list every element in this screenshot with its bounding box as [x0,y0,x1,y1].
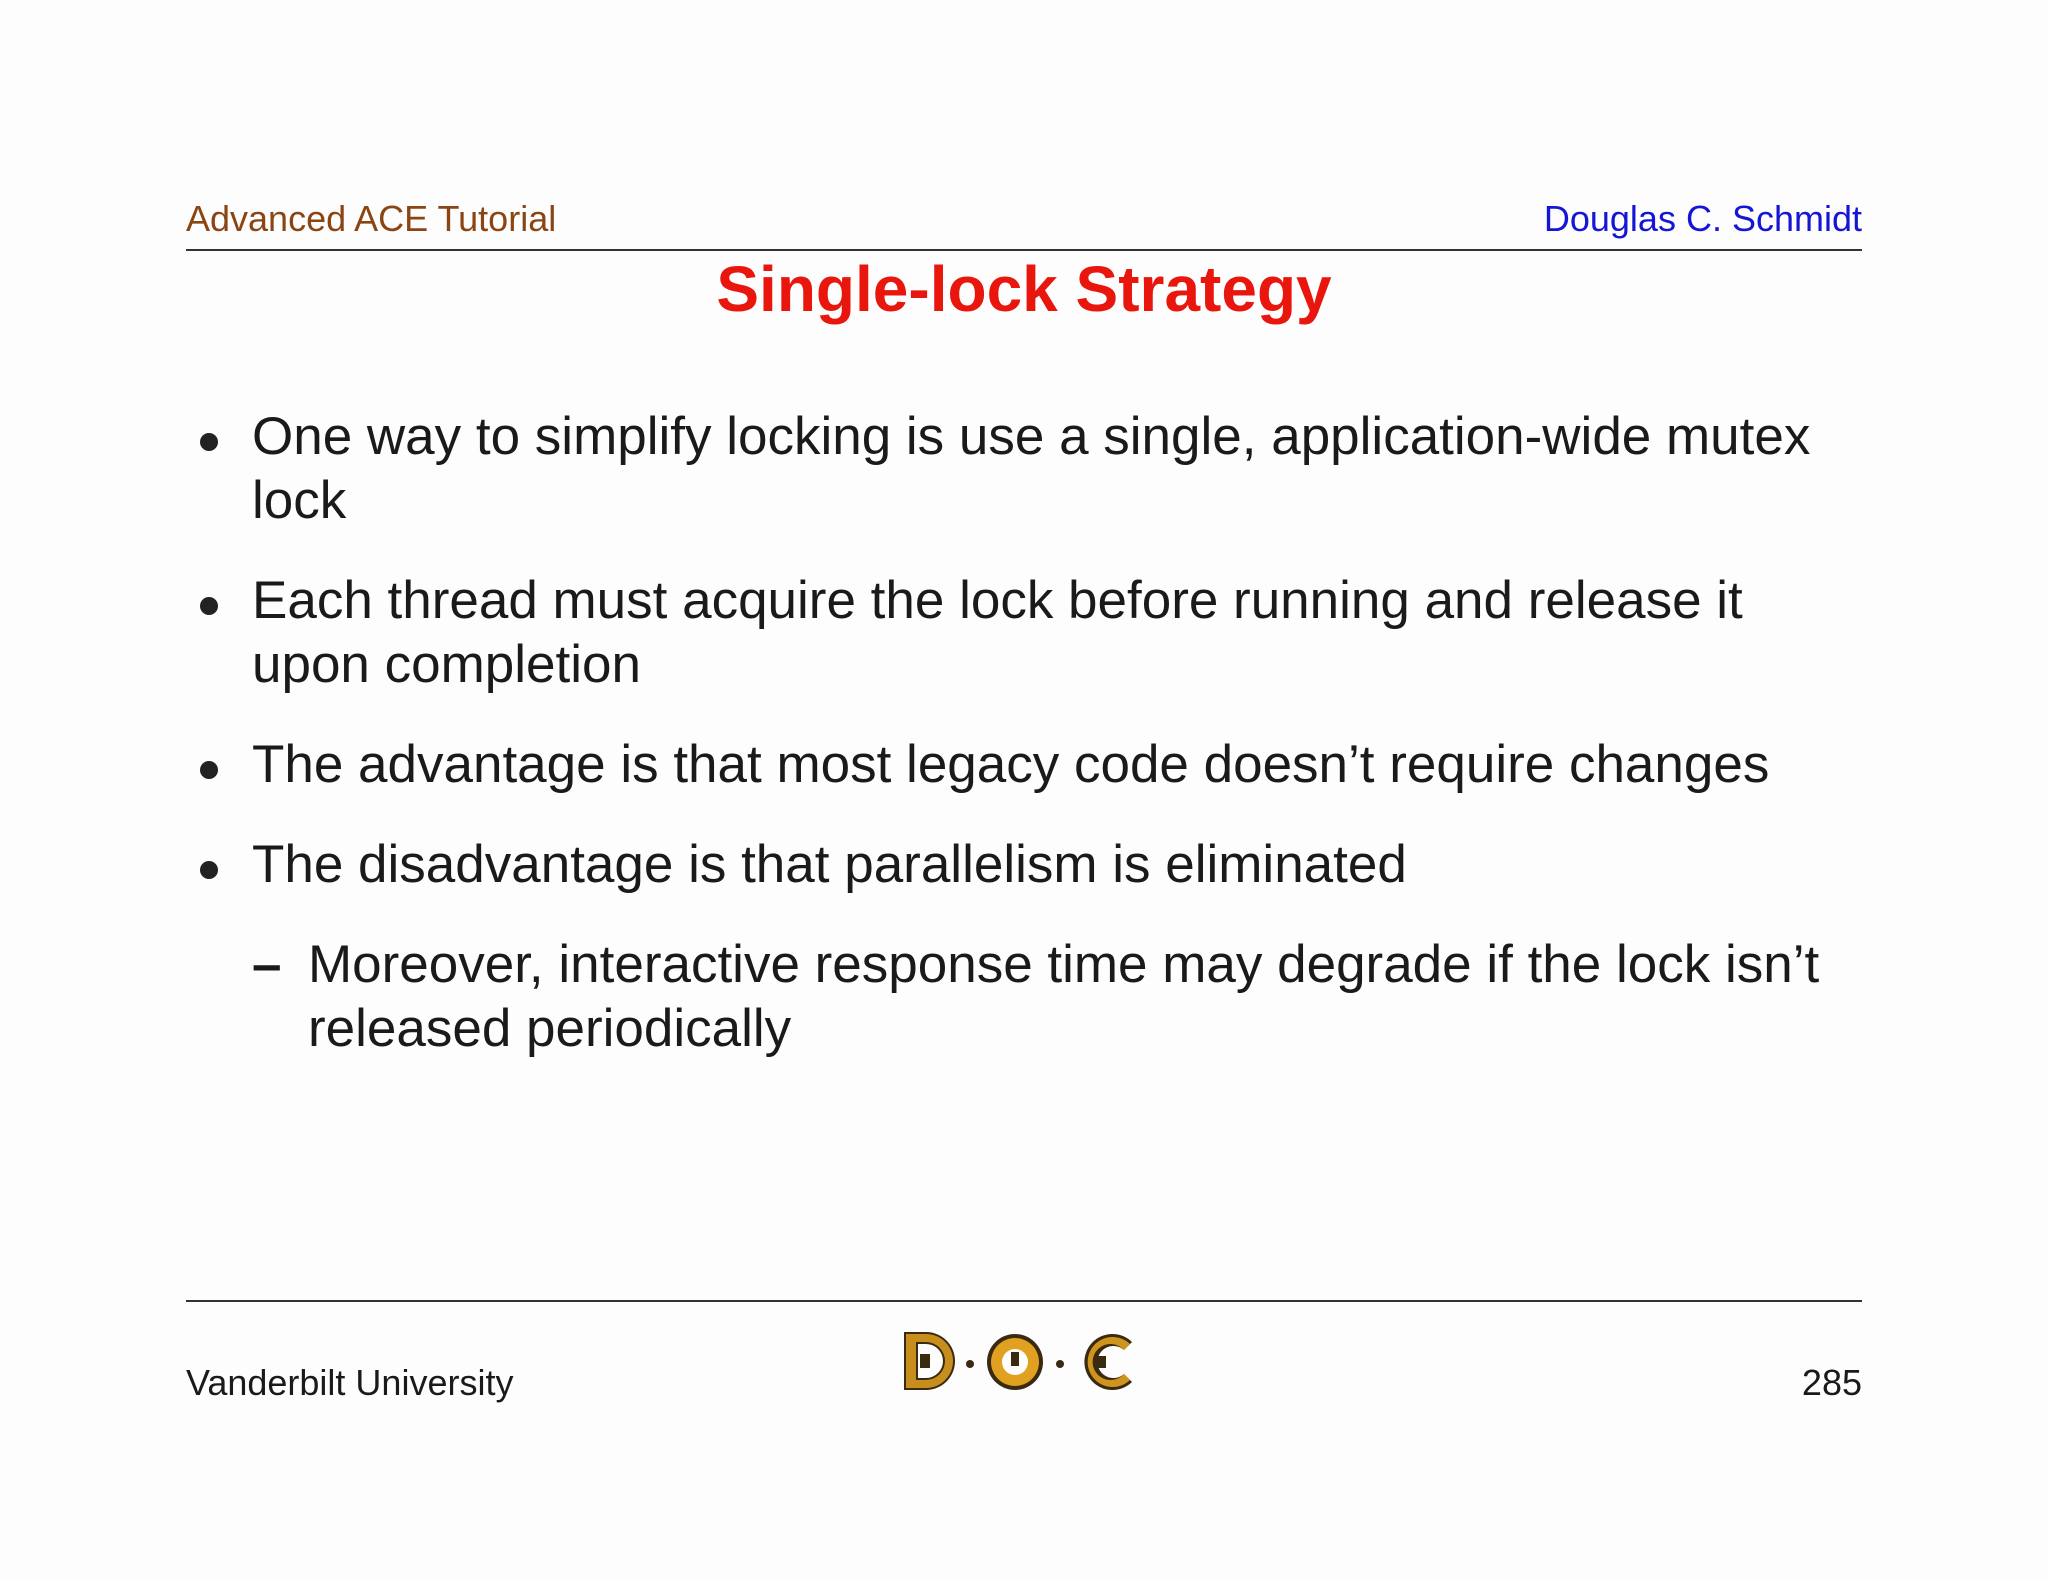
slide-title: Single-lock Strategy [716,253,1332,325]
bullet-text: The disadvantage is that parallelism is eliminated [252,835,1407,894]
sub-bullet-item [196,933,1856,1061]
bullet-text: The advantage is that most legacy code doesn’t require changes [252,735,1770,794]
bullet-dot-icon [200,761,218,779]
bullet-item [196,833,1856,897]
bullet-dot-icon [200,433,218,451]
sub-bullet-text: Moreover, interactive response time may degrade if the lock isn’t released periodically [308,935,1820,1058]
footer-institution: Vanderbilt University [186,1362,514,1403]
bullet-text: Each thread must acquire the lock before running and release it upon completion [252,571,1743,694]
header-author: Douglas C. Schmidt [1543,198,1862,239]
dash-icon: – [252,935,282,994]
bullet-list [196,405,1856,1061]
bullet-item [196,569,1856,697]
page-number: 285 [1801,1362,1862,1403]
footer-divider [186,1300,1862,1302]
header-divider [186,249,1862,251]
header-course-title: Advanced ACE Tutorial [186,198,557,239]
bullet-item [196,733,1856,797]
bullet-text: One way to simplify locking is use a single, application-wide mutex lock [252,407,1811,530]
doc-group-logo-icon [900,1326,1150,1396]
bullet-dot-icon [200,597,218,615]
bullet-dot-icon [200,861,218,879]
bullet-item [196,405,1856,533]
